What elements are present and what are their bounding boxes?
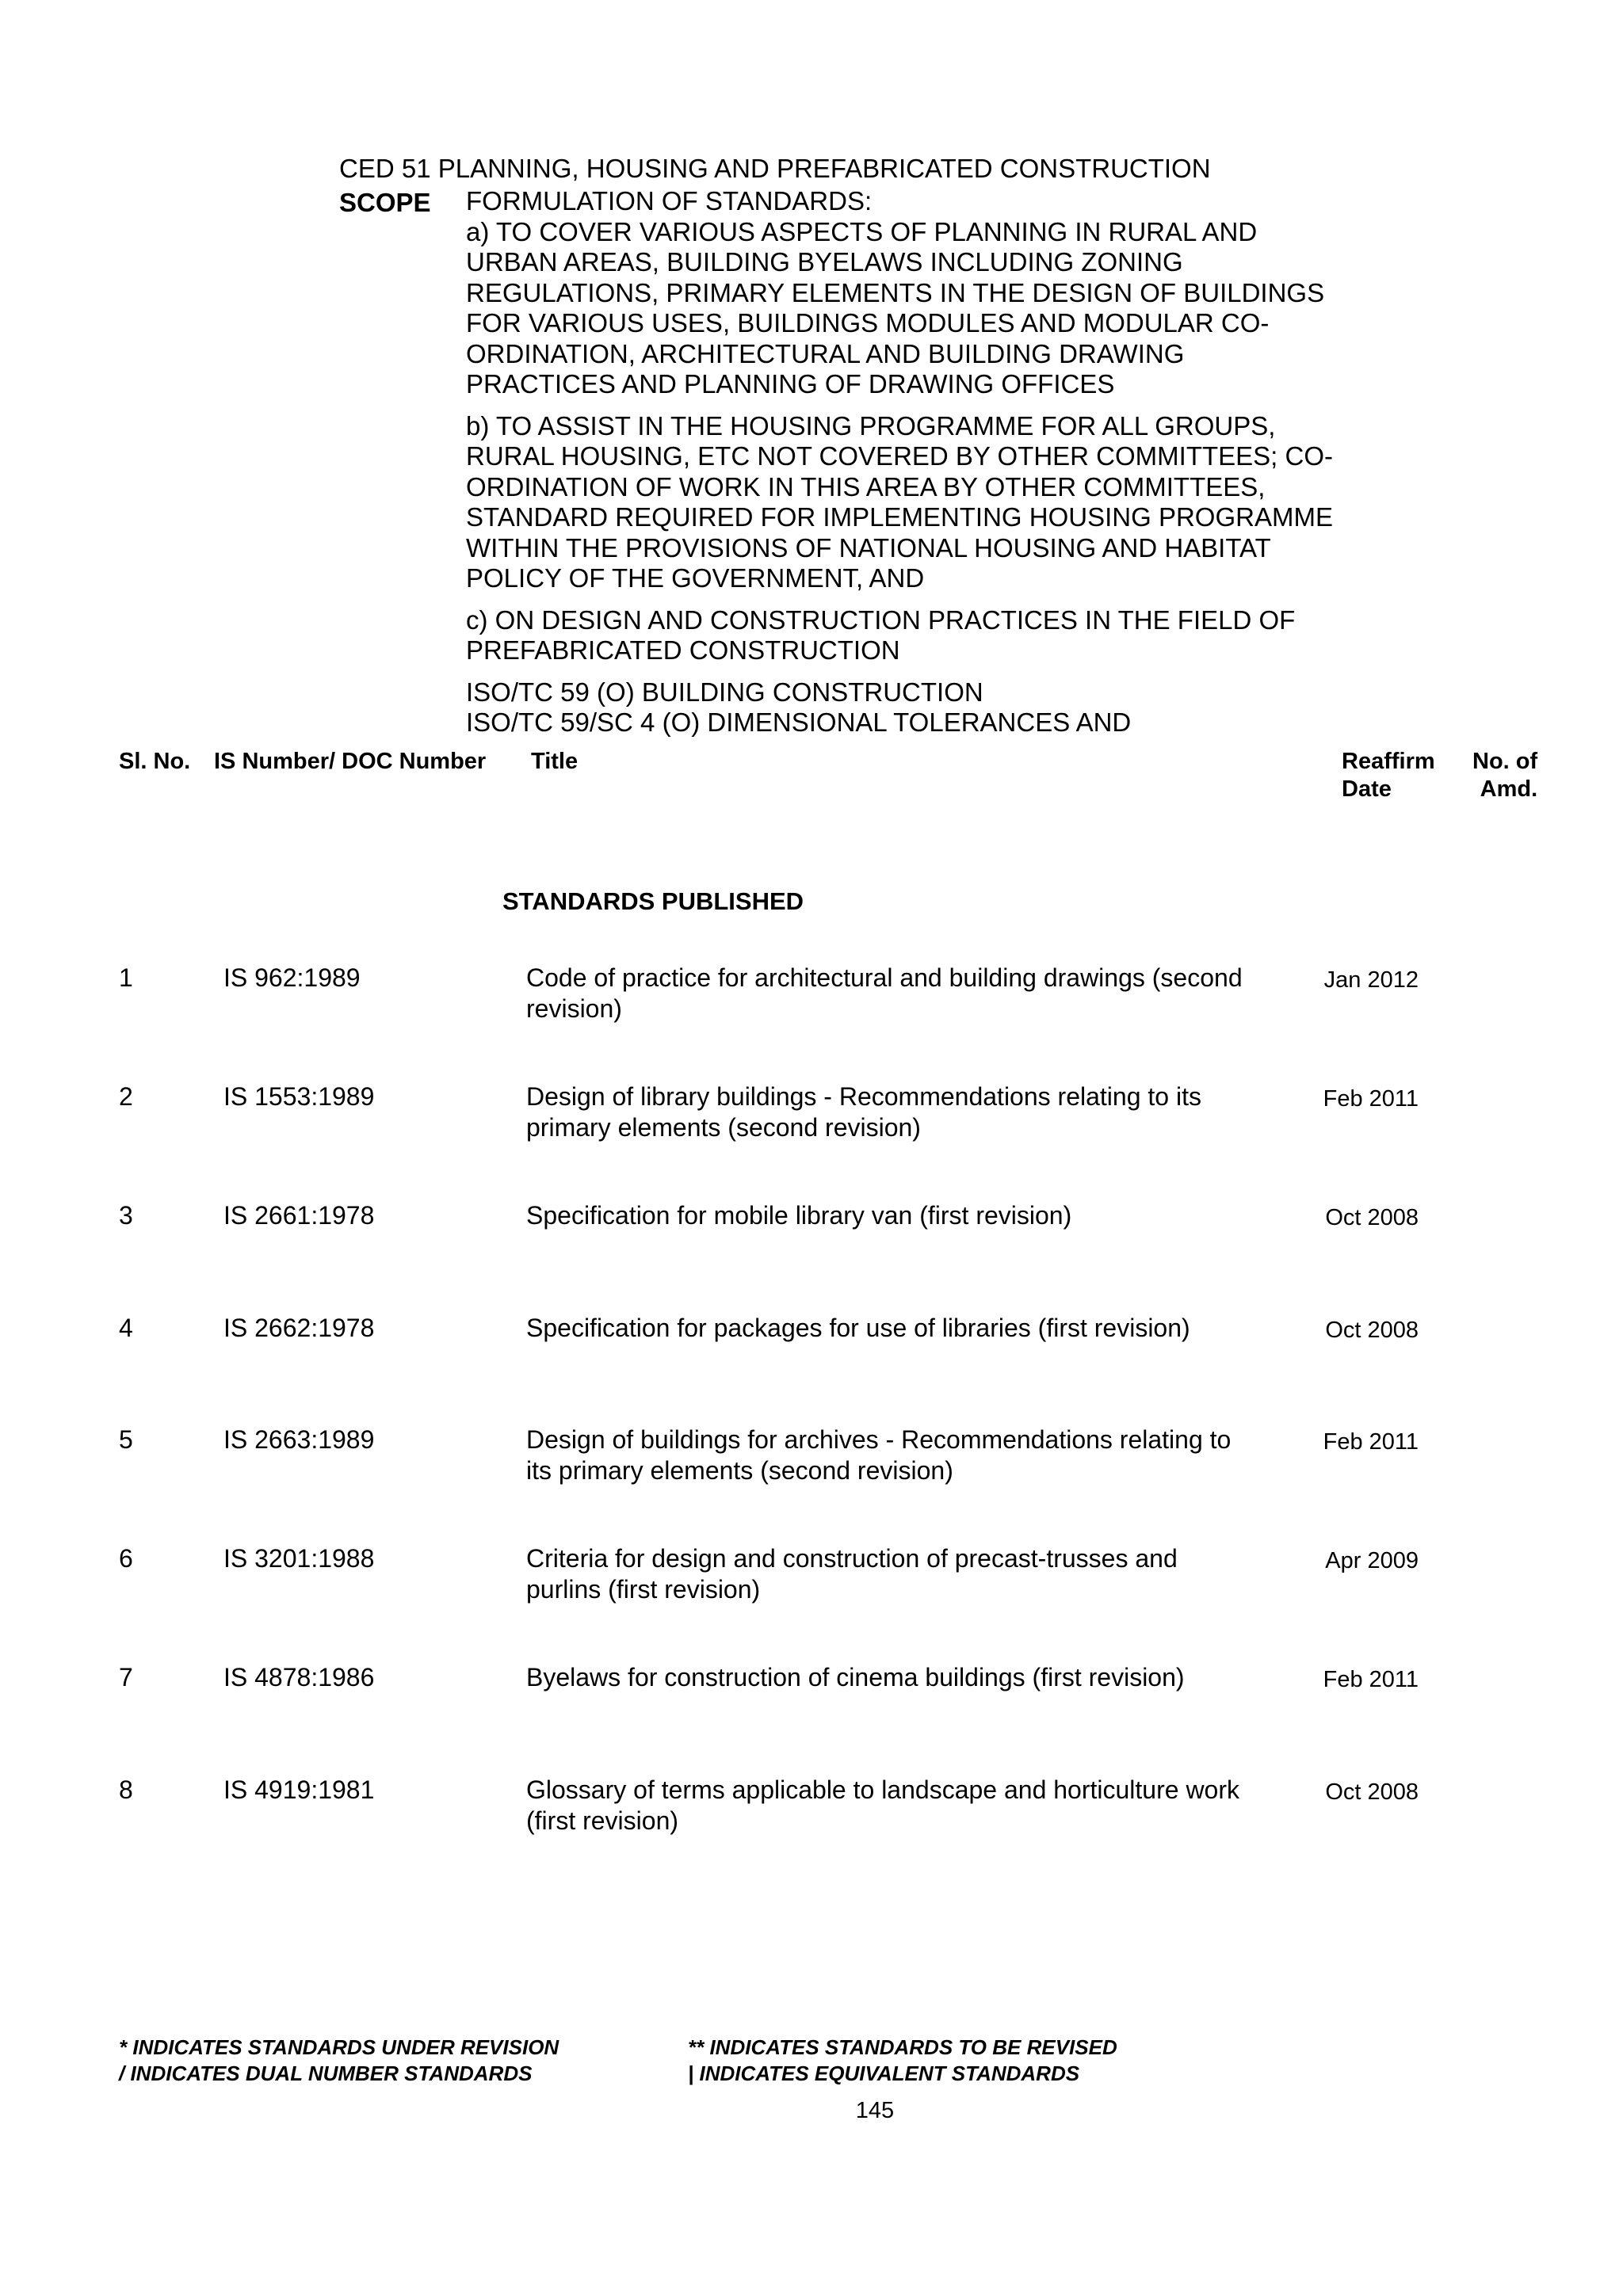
column-header-title: Title bbox=[531, 749, 579, 774]
row-sl-no: 3 bbox=[119, 1201, 133, 1230]
row-sl-no: 6 bbox=[119, 1544, 133, 1573]
scope-item-a: a) TO COVER VARIOUS ASPECTS OF PLANNING IN RURAL AND URBAN AREAS, BUILDING BYELAWS INCLUDING ZONING REGULATIONS, PRIMARY ELEMENTS IN THE DESIGN OF BUILDINGS FOR VARIOUS USES, BUILDINGS MODULES AND MODULAR CO- ORDINATION, ARCHITECTURAL AND BUILDING DRAWING PRACTICES AND PLANNING OF DRAWING OFFICES bbox=[466, 216, 1325, 399]
row-sl-no: 1 bbox=[119, 963, 133, 992]
row-sl-no: 5 bbox=[119, 1425, 133, 1454]
row-title: Code of practice for architectural and building drawings (second revision) bbox=[526, 963, 1243, 1023]
scope-iso-liaison: ISO/TC 59 (O) BUILDING CONSTRUCTION ISO/TC 59/SC 4 (O) DIMENSIONAL TOLERANCES AND bbox=[466, 677, 1132, 737]
row-title: Specification for packages for use of libraries (first revision) bbox=[526, 1314, 1190, 1342]
row-sl-no: 2 bbox=[119, 1082, 133, 1111]
table-row bbox=[0, 1543, 1623, 1638]
table-row bbox=[0, 1313, 1623, 1408]
row-is-number: IS 2662:1978 bbox=[223, 1314, 375, 1342]
row-is-number: IS 4878:1986 bbox=[223, 1663, 375, 1691]
column-header-reaffirm-date: Reaffirm Date bbox=[1342, 749, 1435, 802]
row-is-number: IS 4919:1981 bbox=[223, 1775, 375, 1804]
row-reaffirm-date: Oct 2008 bbox=[1325, 1318, 1419, 1343]
legend-under-revision: * INDICATES STANDARDS UNDER REVISION bbox=[119, 2035, 559, 2059]
row-sl-no: 7 bbox=[119, 1663, 133, 1691]
scope-intro: FORMULATION OF STANDARDS: bbox=[466, 186, 873, 215]
table-row bbox=[0, 1775, 1623, 1870]
row-is-number: IS 2663:1989 bbox=[223, 1425, 375, 1454]
row-sl-no: 4 bbox=[119, 1314, 133, 1342]
row-is-number: IS 2661:1978 bbox=[223, 1201, 375, 1230]
table-row bbox=[0, 1425, 1623, 1520]
legend-dual-number: / INDICATES DUAL NUMBER STANDARDS bbox=[119, 2061, 533, 2085]
row-title: Specification for mobile library van (first revision) bbox=[526, 1201, 1072, 1230]
row-is-number: IS 3201:1988 bbox=[223, 1544, 375, 1573]
row-title: Byelaws for construction of cinema buildings (first revision) bbox=[526, 1663, 1185, 1691]
section-heading: STANDARDS PUBLISHED bbox=[502, 887, 804, 915]
row-title: Glossary of terms applicable to landscape and horticulture work (first revision) bbox=[526, 1775, 1239, 1835]
table-row bbox=[0, 963, 1623, 1058]
row-sl-no: 8 bbox=[119, 1775, 133, 1804]
row-reaffirm-date: Feb 2011 bbox=[1323, 1667, 1419, 1692]
row-reaffirm-date: Feb 2011 bbox=[1323, 1429, 1419, 1455]
column-header-sl-no: Sl. No. bbox=[119, 749, 191, 774]
legend-equivalent: | INDICATES EQUIVALENT STANDARDS bbox=[688, 2061, 1080, 2085]
column-header-no-of-amd: No. of Amd. bbox=[1472, 749, 1538, 802]
column-header-is-number: IS Number/ DOC Number bbox=[214, 749, 487, 774]
row-title: Design of buildings for archives - Recommendations relating to its primary elements (second revision) bbox=[526, 1425, 1232, 1485]
scope-text bbox=[466, 186, 1385, 738]
committee-title: CED 51 PLANNING, HOUSING AND PREFABRICATED CONSTRUCTION bbox=[339, 154, 1211, 183]
row-reaffirm-date: Feb 2011 bbox=[1323, 1086, 1419, 1112]
row-is-number: IS 1553:1989 bbox=[223, 1082, 375, 1111]
row-is-number: IS 962:1989 bbox=[223, 963, 361, 992]
row-reaffirm-date: Jan 2012 bbox=[1323, 967, 1419, 993]
scope-label: SCOPE bbox=[339, 188, 431, 217]
row-reaffirm-date: Oct 2008 bbox=[1325, 1205, 1419, 1230]
scope-item-b: b) TO ASSIST IN THE HOUSING PROGRAMME FOR ALL GROUPS, RURAL HOUSING, ETC NOT COVERED BY OTHER COMMITTEES; CO- ORDINATION OF WORK IN THIS AREA BY OTHER COMMITTEES, STANDARD REQUIRED FOR IMPLEMENTING HOUSING PROGRAMME WITHIN THE PROVISIONS OF NATIONAL HOUSING AND HABITAT POLICY OF THE GOVERNMENT, AND bbox=[466, 410, 1333, 593]
row-reaffirm-date: Oct 2008 bbox=[1325, 1779, 1419, 1805]
scope-item-c: c) ON DESIGN AND CONSTRUCTION PRACTICES IN THE FIELD OF PREFABRICATED CONSTRUCTION bbox=[466, 605, 1296, 665]
row-title: Criteria for design and construction of precast-trusses and purlins (first revision) bbox=[526, 1544, 1178, 1604]
page-number: 145 bbox=[855, 2098, 895, 2123]
table-row bbox=[0, 1200, 1623, 1295]
table-row bbox=[0, 1081, 1623, 1177]
table-row bbox=[0, 1662, 1623, 1757]
row-title: Design of library buildings - Recommendations relating to its primary elements (second revision) bbox=[526, 1082, 1201, 1142]
row-reaffirm-date: Apr 2009 bbox=[1325, 1548, 1419, 1573]
legend-to-be-revised: ** INDICATES STANDARDS TO BE REVISED bbox=[688, 2035, 1117, 2059]
